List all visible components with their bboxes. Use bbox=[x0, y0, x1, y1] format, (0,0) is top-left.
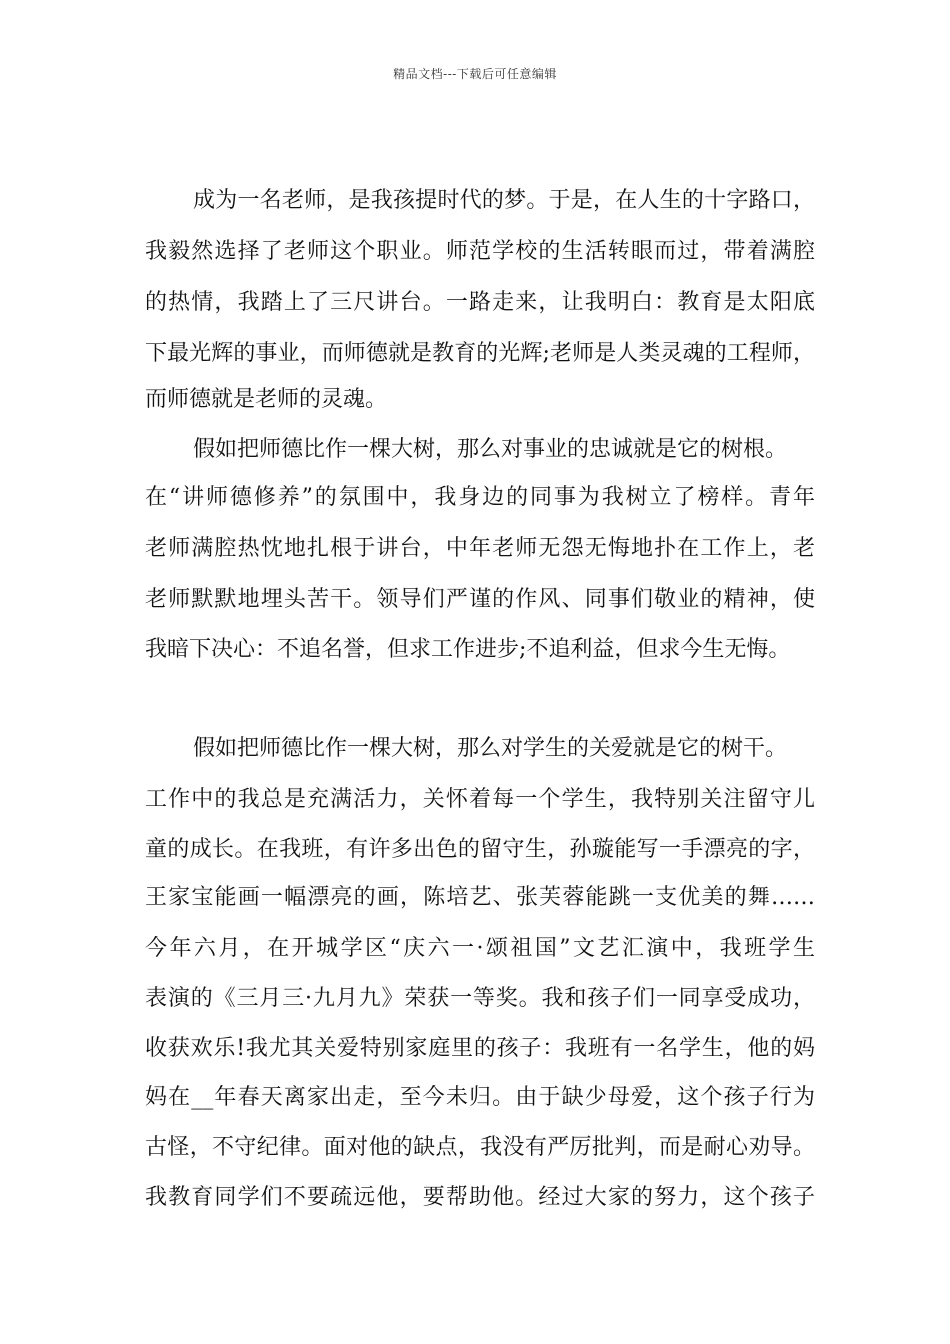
paragraph-2-line-1: 假如把师德比作一棵大树，那么对事业的忠诚就是它的树根。 bbox=[193, 437, 788, 462]
paragraph-3-line-8: 妈在__年春天离家出走，至今未归。由于缺少母爱，这个孩子行为 bbox=[145, 1085, 815, 1110]
paragraph-1-line-3: 的热情，我踏上了三尺讲台。一路走来，让我明白：教育是太阳底 bbox=[145, 290, 815, 315]
paragraph-3-line-10: 我教育同学们不要疏远他，要帮助他。经过大家的努力，这个孩子 bbox=[145, 1185, 815, 1210]
paragraph-1-line-2: 我毅然选择了老师这个职业。师范学校的生活转眼而过，带着满腔 bbox=[145, 239, 815, 264]
paragraph-2-line-3: 老师满腔热忱地扎根于讲台，中年老师无怨无悔地扑在工作上，老 bbox=[145, 536, 815, 561]
page-header: 精品文档---下载后可任意编辑 bbox=[393, 67, 557, 81]
paragraph-3-line-2: 工作中的我总是充满活力，关怀着每一个学生，我特别关注留守儿 bbox=[145, 787, 815, 812]
paragraph-3-line-4: 王家宝能画一幅漂亮的画，陈培艺、张芙蓉能跳一支优美的舞…… bbox=[145, 885, 815, 910]
paragraph-2-line-5: 我暗下决心：不追名誉，但求工作进步;不追利益，但求今生无悔。 bbox=[145, 637, 791, 662]
paragraph-3-line-7: 收获欢乐!我尤其关爱特别家庭里的孩子：我班有一名学生，他的妈 bbox=[145, 1036, 815, 1061]
paragraph-1-line-5: 而师德就是老师的灵魂。 bbox=[145, 387, 388, 412]
paragraph-2-line-2: 在“讲师德修养”的氛围中，我身边的同事为我树立了榜样。青年 bbox=[145, 485, 815, 510]
paragraph-1-line-4: 下最光辉的事业，而师德就是教育的光辉;老师是人类灵魂的工程师， bbox=[145, 341, 815, 366]
paragraph-1-line-1: 成为一名老师，是我孩提时代的梦。于是，在人生的十字路口， bbox=[193, 188, 815, 213]
paragraph-3-line-5: 今年六月，在开城学区“庆六一·颂祖国”文艺汇演中，我班学生 bbox=[145, 936, 815, 961]
paragraph-3-line-9: 古怪，不守纪律。面对他的缺点，我没有严厉批判，而是耐心劝导。 bbox=[145, 1135, 815, 1160]
paragraph-3-line-6: 表演的《三月三·九月九》荣获一等奖。我和孩子们一同享受成功， bbox=[145, 986, 815, 1011]
paragraph-2-line-4: 老师默默地埋头苦干。领导们严谨的作风、同事们敬业的精神，使 bbox=[145, 587, 815, 612]
paragraph-3-line-3: 童的成长。在我班，有许多出色的留守生，孙璇能写一手漂亮的字， bbox=[145, 837, 815, 862]
paragraph-3-line-1: 假如把师德比作一棵大树，那么对学生的关爱就是它的树干。 bbox=[193, 736, 788, 761]
